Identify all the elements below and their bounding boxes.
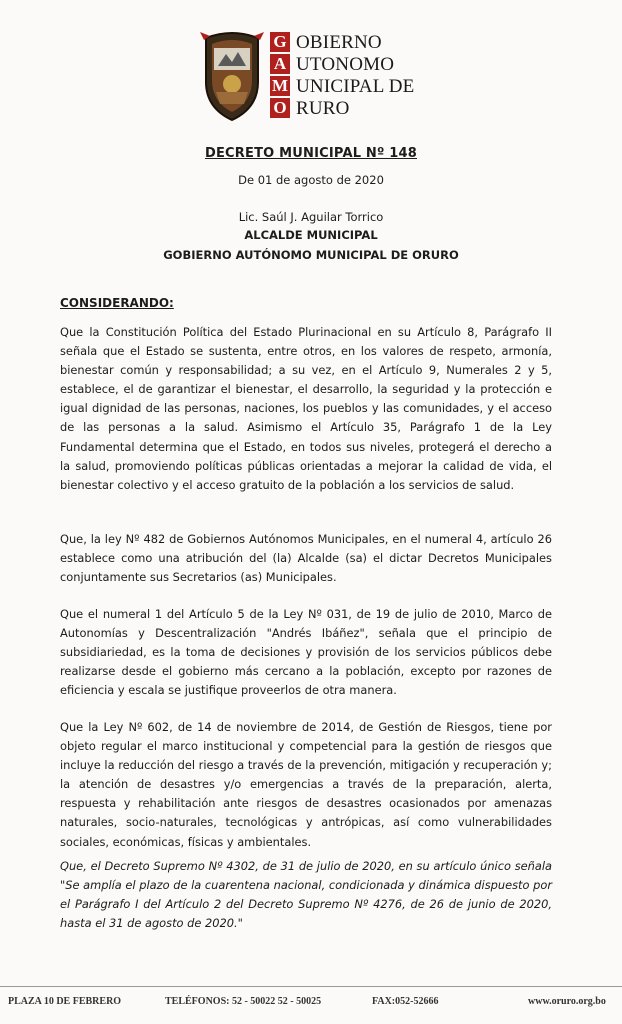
signer-name: Lic. Saúl J. Aguilar Torrico [238,210,384,224]
letterhead [200,30,460,122]
acronym-letter: M [271,76,289,95]
footer-divider [0,986,622,987]
signer-organization: GOBIERNO AUTÓNOMO MUNICIPAL DE ORURO [163,248,459,262]
considerando-paragraph: Que la Constitución Política del Estado Plurinacional en su Artículo 8, Parágrafo II señala que el Estado se sustenta, entre otros, en los valores de respeto, armonía, bienestar común y responsabilidad; a su vez, en el Artículo 9, Numerales 2 y 5, establece, el de garantizar el bienestar, el desarrollo, la seguridad y la protección e igual dignidad de las personas, naciones, los pueblos y las comunidades, y el acceso de las personas a la salud. Asimismo el Artículo 35, Parágrafo 1 de la Ley Fundamental determina que el Estado, en todos sus niveles, protegerá el derecho a la salud, promoviendo políticas públicas orientadas a mejorar la calidad de vida, el bienestar colectivo y el acceso gratuito de la población a los servicios de salud. [60,325,552,492]
acronym-letter: A [270,54,290,74]
municipal-coat-of-arms-icon [200,30,264,122]
decree-date: De 01 de agosto de 2020 [238,173,384,187]
considerando-paragraph: Que el numeral 1 del Artículo 5 de la Ley Nº 031, de 19 de julio de 2010, Marco de Autonomías y Descentralización "Andrés Ibáñez", señala que el principio de subsidiariedad, es la toma de decisiones y provisión de los servicios públicos debe realizarse desde el gobierno más cercano a la población, excepto por razones de eficiencia y escala se justifique proveerlos de otra manera. [60,607,552,698]
considerando-paragraph: Que la Ley Nº 602, de 14 de noviembre de 2014, de Gestión de Riesgos, tiene por objeto regular el marco institucional y competencial para la gestión de riesgos que incluye la reducción del riesgo a través de la prevención, mitigación y recuperación y; la atención de desastres y/o emergencias a través de la preparación, alerta, respuesta y rehabilitación ante riesgos de desastres ocasionados por amenazas naturales, socio-naturales, tecnológicas y antrópicas, así como vulnerabilidades sociales, económicas, físicas y ambientales. [60,720,552,849]
acronym-letter: G [270,32,290,52]
footer-address: PLAZA 10 DE FEBRERO [8,996,122,1007]
organization-name [296,32,471,120]
footer-website-link[interactable]: www.oruro.org.bo [528,996,606,1007]
considerando-paragraph: Que, la ley Nº 482 de Gobiernos Autónomos Municipales, en el numeral 4, artículo 26 establece como una atribución del (la) Alcalde (sa) el dictar Decretos Municipales conjuntamente sus Secretarios (as) Municipales. [60,532,552,585]
org-line: OBIERNO [296,32,382,53]
considerando-paragraph: Que, el Decreto Supremo Nº 4302, de 31 de julio de 2020, en su artículo único señala "Se amplía el plazo de la cuarentena nacional, condicionada y dinámica dispuesto por el Parágrafo I del Artículo 2 del Decreto Supremo Nº 4276, de 26 de junio de 2020, hasta el 31 de agosto de 2020." [60,859,552,931]
section-heading: CONSIDERANDO: [60,296,174,310]
footer-phones: TELÉFONOS: 52 - 50022 52 - 50025 [165,996,322,1007]
footer-fax: FAX:052-52666 [372,996,439,1007]
acronym-block [270,32,292,120]
org-line: UNICIPAL DE [296,76,415,97]
acronym-letter: O [270,98,290,118]
decree-title: DECRETO MUNICIPAL Nº 148 [204,146,417,161]
org-line: RURO [296,98,350,119]
org-line: UTONOMO [296,54,395,75]
signer-role: ALCALDE MUNICIPAL [244,228,378,242]
